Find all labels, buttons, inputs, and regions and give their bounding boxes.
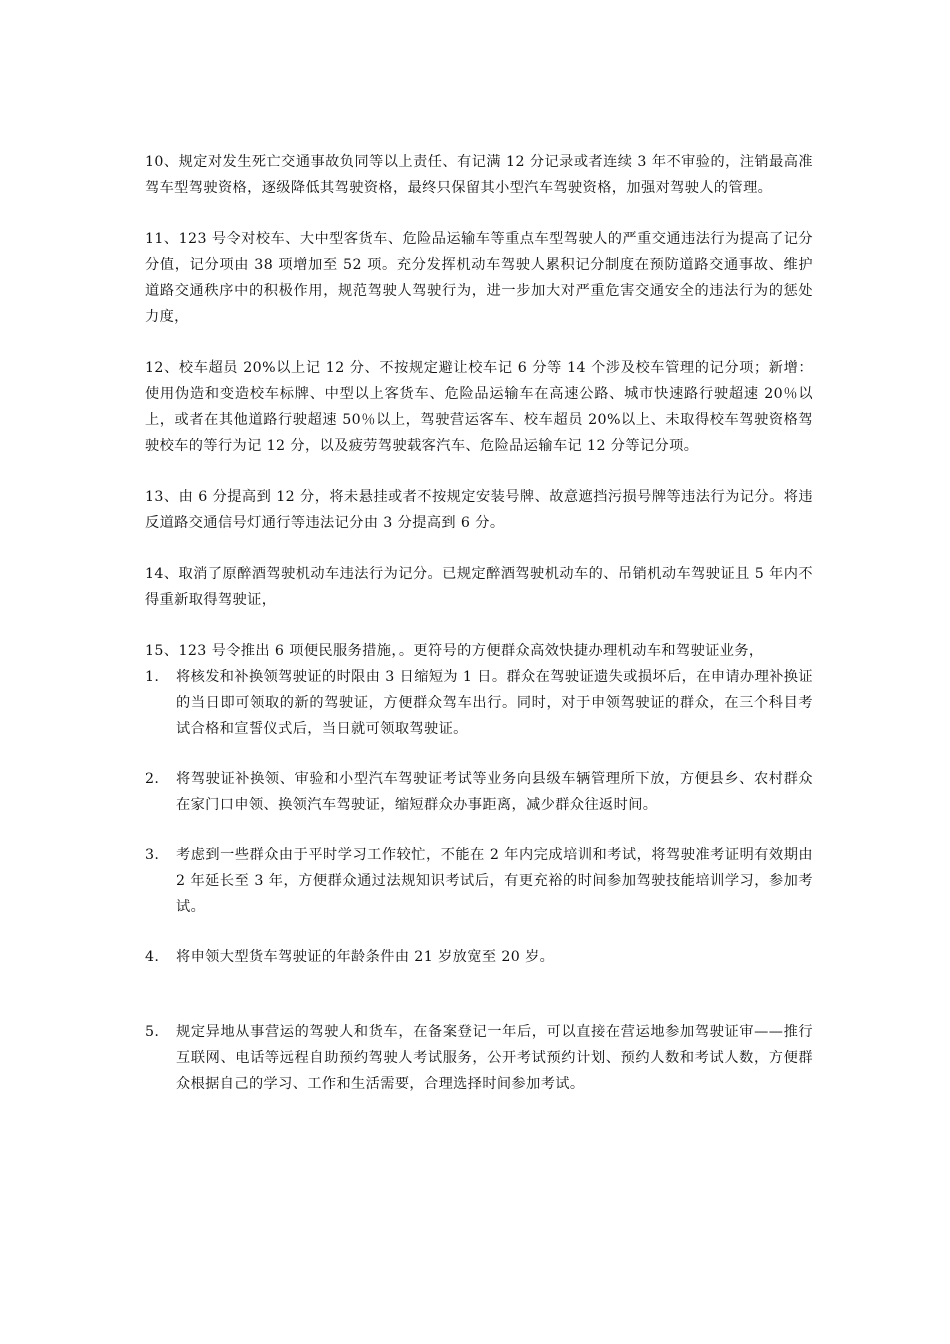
document-body [145, 149, 813, 1097]
list-item-text: 将核发和补换领驾驶证的时限由 3 日缩短为 1 日。群众在驾驶证遗失或损坏后，在申请办理补换证的当日即可领取的新的驾驶证，方便群众驾车出行。同时，对于申领驾驶证的群众，在三个科目考试合格和宣誓仪式后，当日就可领取驾驶证。 [176, 669, 813, 737]
list-item-number: 4. [145, 949, 160, 965]
list-item [145, 664, 813, 742]
list-item [145, 1019, 813, 1097]
paragraph-14: 14、取消了原醉酒驾驶机动车违法行为记分。已规定醉酒驾驶机动车的、吊销机动车驾驶证且 5 年内不得重新取得驾驶证， [145, 566, 813, 608]
list-item-text: 将申领大型货车驾驶证的年龄条件由 21 岁放宽至 20 岁。 [176, 949, 555, 965]
list-item [145, 944, 813, 970]
list-item-text: 将驾驶证补换领、审验和小型汽车驾驶证考试等业务向县级车辆管理所下放，方便县乡、农村群众在家门口申领、换领汽车驾驶证，缩短群众办事距离，减少群众往返时间。 [176, 771, 813, 813]
list-item [145, 766, 813, 818]
list-item [145, 842, 813, 920]
paragraph-15: 15、123 号令推出 6 项便民服务措施，。更符号的方便群众高效快捷办理机动车和驾驶证业务， [145, 643, 764, 659]
list-item-number: 5. [145, 1024, 160, 1040]
list-item-number: 3. [145, 847, 160, 863]
paragraph-12: 12、校车超员 20%以上记 12 分、不按规定避让校车记 6 分等 14 个涉及校车管理的记分项；新增：使用伪造和变造校车标牌、中型以上客货车、危险品运输车在高速公路、城市快速路行驶超速 20％以上，或者在其他道路行驶超速 50％以上，驾驶营运客车、校车超员 20%以上、未取得校车驾驶资格驾驶校车的等行为记 12 分，以及疲劳驾驶载客汽车、危险品运输车记 12 分等记分项。 [145, 360, 813, 454]
service-measures-list [145, 664, 813, 1097]
list-item-text: 考虑到一些群众由于平时学习工作较忙，不能在 2 年内完成培训和考试，将驾驶准考证明有效期由 2 年延长至 3 年，方便群众通过法规知识考试后，有更充裕的时间参加驾驶技能培训学习，参加考试。 [176, 847, 813, 915]
paragraph-11: 11、123 号令对校车、大中型客货车、危险品运输车等重点车型驾驶人的严重交通违法行为提高了记分分值，记分项由 38 项增加至 52 项。充分发挥机动车驾驶人累积记分制度在预防道路交通事故、维护道路交通秩序中的积极作用，规范驾驶人驾驶行为，进一步加大对严重危害交通安全的违法行为的惩处力度， [145, 231, 813, 325]
list-item-number: 1. [145, 669, 160, 685]
paragraph-10: 10、规定对发生死亡交通事故负同等以上责任、有记满 12 分记录或者连续 3 年不审验的，注销最高准驾车型驾驶资格，逐级降低其驾驶资格，最终只保留其小型汽车驾驶资格，加强对驾驶人的管理。 [145, 154, 813, 196]
list-item-number: 2. [145, 771, 160, 787]
list-item-text: 规定异地从事营运的驾驶人和货车，在备案登记一年后，可以直接在营运地参加驾驶证审——推行互联网、电话等远程自助预约驾驶人考试服务，公开考试预约计划、预约人数和考试人数，方便群众根据自己的学习、工作和生活需要，合理选择时间参加考试。 [176, 1024, 813, 1092]
paragraph-13: 13、由 6 分提高到 12 分，将未悬挂或者不按规定安装号牌、故意遮挡污损号牌等违法行为记分。将违反道路交通信号灯通行等违法记分由 3 分提高到 6 分。 [145, 489, 813, 531]
